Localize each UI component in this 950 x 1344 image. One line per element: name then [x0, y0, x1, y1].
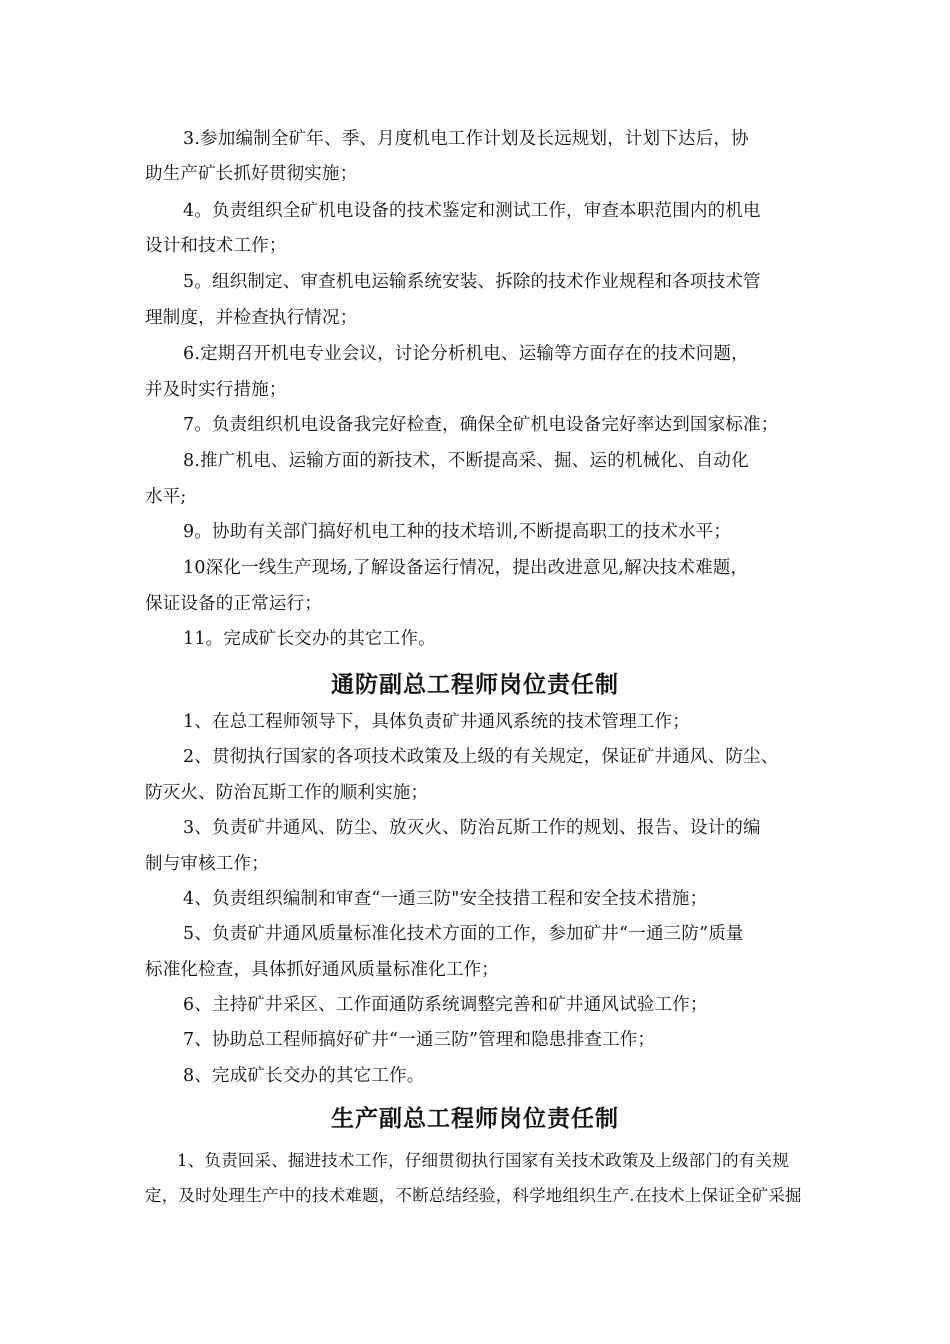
paragraph-line: 10深化一线生产现场,了解设备运行情况，提出改进意见,解决技术难题，	[183, 558, 749, 578]
paragraph-line: 定，及时处理生产中的技术难题，不断总结经验，科学地组织生产.在技术上保证全矿采掘	[145, 1186, 802, 1205]
paragraph-line: 防灭火、防治瓦斯工作的顺利实施；	[145, 783, 429, 803]
paragraph-line: 标准化检查，具体抓好通风质量标准化工作；	[145, 960, 499, 980]
section-heading: 通防副总工程师岗位责任制	[331, 672, 619, 698]
paragraph-line: 7。负责组织机电设备我完好检查，确保全矿机电设备完好率达到国家标准；	[183, 415, 779, 435]
paragraph-line: 1、负责回采、掘进技术工作，仔细贯彻执行国家有关技术政策及上级部门的有关规	[177, 1151, 789, 1170]
paragraph-line: 11。完成矿长交办的其它工作。	[183, 629, 436, 649]
paragraph-line: 4、负责组织编制和审查“一通三防"安全技措工程和安全技术措施；	[183, 889, 708, 909]
paragraph-line: 8.推广机电、运输方面的新技术，不断提高采、掘、运的机械化、自动化	[183, 451, 749, 471]
paragraph-line: 2、贯彻执行国家的各项技术政策及上级的有关规定，保证矿井通风、防尘、	[183, 747, 779, 767]
paragraph-line: 设计和技术工作；	[145, 236, 287, 256]
paragraph-line: 1、在总工程师领导下，具体负责矿井通风系统的技术管理工作；	[183, 712, 690, 732]
paragraph-line: 6.定期召开机电专业会议，讨论分析机电、运输等方面存在的技术问题，	[183, 344, 749, 364]
paragraph-line: 5、负责矿井通风质量标准化技术方面的工作，参加矿井“一通三防”质量	[183, 924, 744, 944]
paragraph-line: 6、主持矿井采区、工作面通防系统调整完善和矿井通风试验工作；	[183, 995, 708, 1015]
paragraph-line: 助生产矿长抓好贯彻实施；	[145, 164, 358, 184]
paragraph-line: 9。协助有关部门搞好机电工种的技术培训,不断提高职工的技术水平；	[183, 522, 732, 542]
paragraph-line: 4。负责组织全矿机电设备的技术鉴定和测试工作，审查本职范围内的机电	[183, 201, 761, 221]
paragraph-line: 7、协助总工程师搞好矿井“一通三防”管理和隐患排查工作；	[183, 1030, 656, 1050]
paragraph-line: 水平;	[145, 487, 187, 507]
paragraph-line: 并及时实行措施；	[145, 380, 287, 400]
paragraph-line: 理制度，并检查执行情况；	[145, 308, 358, 328]
paragraph-line: 制与审核工作；	[145, 854, 269, 874]
paragraph-line: 8、完成矿长交办的其它工作。	[183, 1066, 425, 1086]
paragraph-line: 5。组织制定、审查机电运输系统安装、拆除的技术作业规程和各项技术管	[183, 272, 761, 292]
paragraph-line: 3.参加编制全矿年、季、月度机电工作计划及长远规划，计划下达后，协	[183, 129, 749, 149]
section-heading: 生产副总工程师岗位责任制	[331, 1106, 619, 1132]
paragraph-line: 3、负责矿井通风、防尘、放灭火、防治瓦斯工作的规划、报告、设计的编	[183, 818, 761, 838]
paragraph-line: 保证设备的正常运行；	[145, 594, 322, 614]
